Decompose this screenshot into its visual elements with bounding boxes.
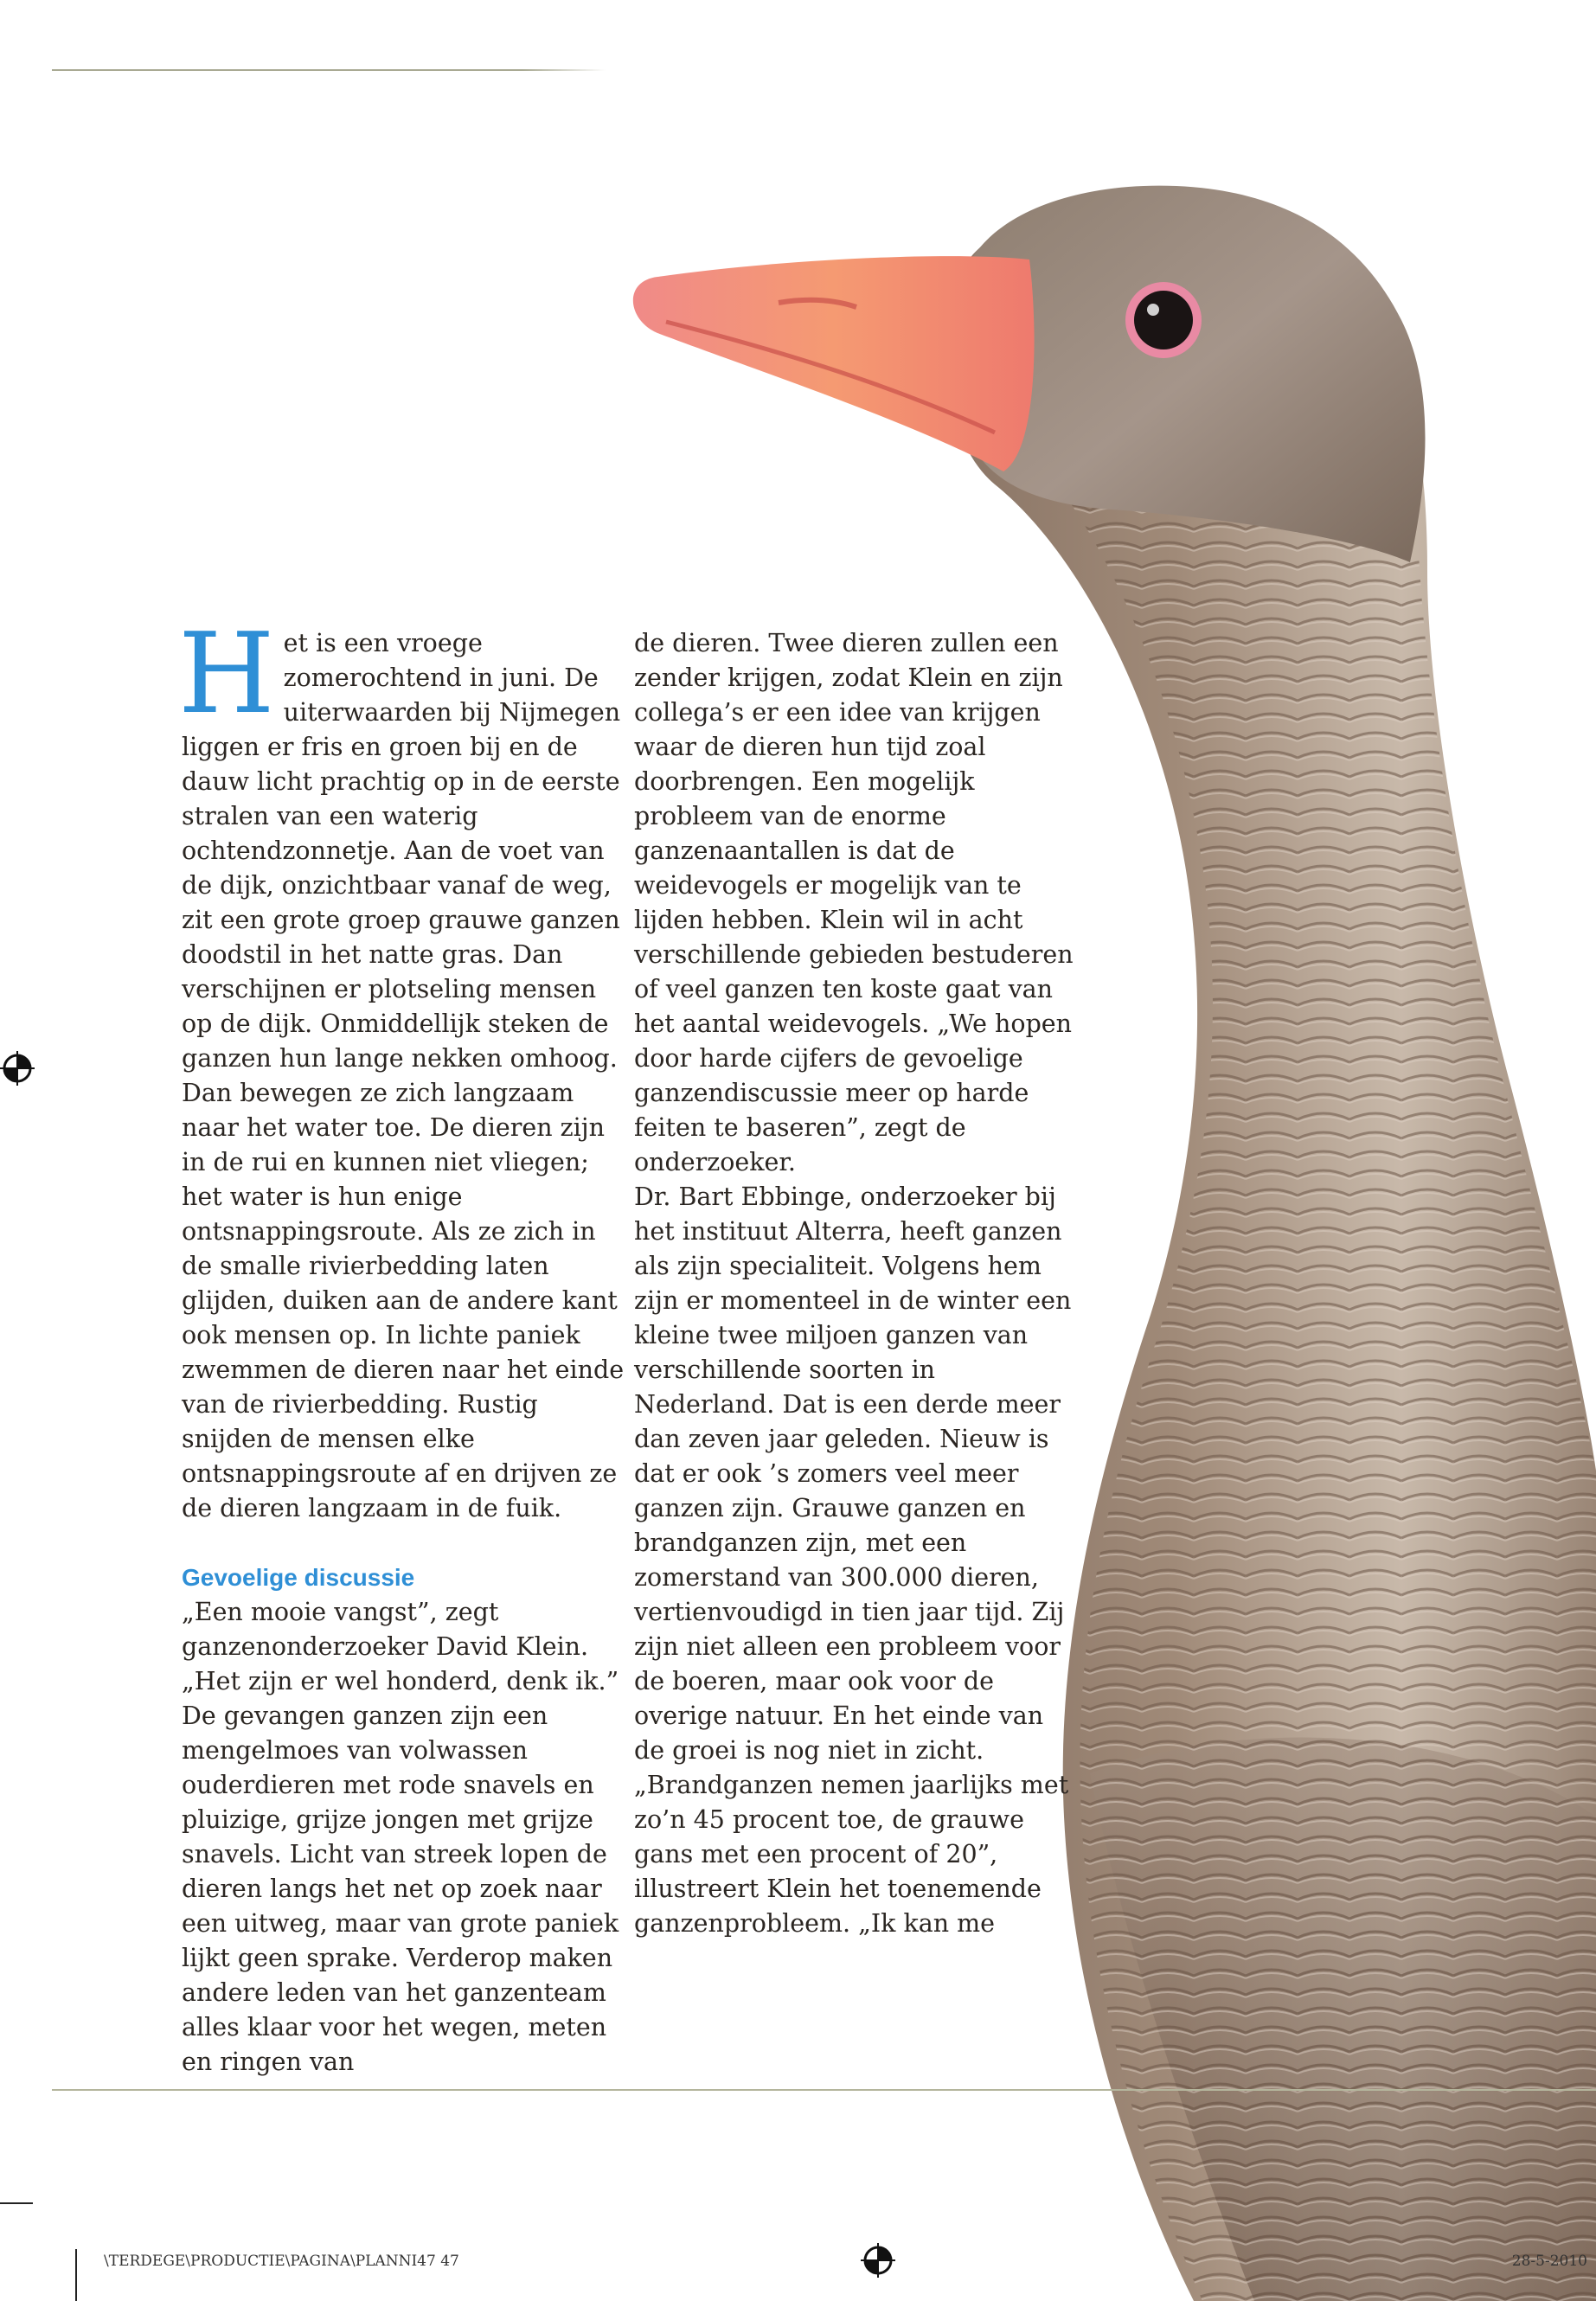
body-paragraph: de dieren. Twee dieren zullen een zender krijgen, zodat Klein en zijn collega’s er een idee van krijgen waar de dieren hun tijd zoal doorbrengen. Een mogelijk probleem van de enorme ganzenaantallen is dat de weidevogels er mogelijk van te lijden hebben. Klein wil in acht verschillende gebieden bestuderen of veel ganzen ten koste gaat van het aantal weidevogels. „We hopen door harde cijfers de gevoelige ganzendiscussie meer op harde feiten te baseren”, zegt de onderzoeker. [634, 629, 1074, 1176]
registration-mark-icon [861, 2243, 895, 2278]
article-column-2 [634, 626, 1080, 1941]
registration-mark-icon [0, 1051, 35, 1086]
footer-file-path: \TERDEGE\PRODUCTIE\PAGINA\PLANNI47 47 [104, 2253, 459, 2270]
footer-date: 28-5-2010 [1511, 2253, 1587, 2270]
body-paragraph: „Een mooie vangst”, zegt ganzenonderzoeker David Klein. „Het zijn er wel honderd, denk ik.” De gevangen ganzen zijn een mengelmoes van volwassen ouderdieren met rode snavels en pluizige, grijze jongen met grijze snavels. Licht van streek lopen de dieren langs het net op zoek naar een uitweg, maar van grote paniek lijkt geen sprake. Verderop maken andere leden van het ganzenteam alles klaar voor het wegen, meten en ringen van [182, 1598, 619, 2076]
drop-cap: H [178, 610, 275, 739]
section-subheading: Gevoelige discussie [182, 1564, 415, 1591]
article-column-1 [178, 610, 627, 2080]
crop-mark [0, 2202, 33, 2204]
body-paragraph: Dr. Bart Ebbinge, onderzoeker bij het instituut Alterra, heeft ganzen als zijn specialiteit. Volgens hem zijn er momenteel in de winter een kleine twee miljoen ganzen van verschillende soorten in Nederland. Dat is een derde meer dan zeven jaar geleden. Nieuw is dat er ook ’s zomers veel meer ganzen zijn. Grauwe ganzen en brandganzen zijn, met een zomerstand van 300.000 dieren, vertienvoudigd in tien jaar tijd. Zij zijn niet alleen een probleem voor de boeren, maar ook voor de overige natuur. En het einde van de groei is nog niet in zicht. „Brandganzen nemen jaarlijks met zo’n 45 procent toe, de grauwe gans met een procent of 20”, illustreert Klein het toenemende ganzenprobleem. „Ik kan me [634, 1183, 1072, 1938]
bottom-rule [52, 2089, 1596, 2091]
crop-mark [75, 2249, 77, 2301]
intro-paragraph: et is een vroege zomerochtend in juni. De uiterwaarden bij Nijmegen liggen er fris en groen bij en de dauw licht prachtig op in de eerste stralen van een waterig ochtendzonnetje. Aan de voet van de dijk, onzichtbaar vanaf de weg, zit een grote groep grauwe ganzen doodstil in het natte gras. Dan verschijnen er plotseling mensen op de dijk. Onmiddellijk steken de ganzen hun lange nekken omhoog. Dan bewegen ze zich langzaam naar het water toe. De dieren zijn in de rui en kunnen niet vliegen; het water is hun enige ontsnappingsroute. Als ze zich in de smalle rivierbedding laten glijden, duiken aan de andere kant ook mensen op. In lichte paniek zwemmen de dieren naar het einde van de rivierbedding. Rustig snijden de mensen elke ontsnappingsroute af en drijven ze de dieren langzaam in de fuik. [182, 629, 625, 1522]
